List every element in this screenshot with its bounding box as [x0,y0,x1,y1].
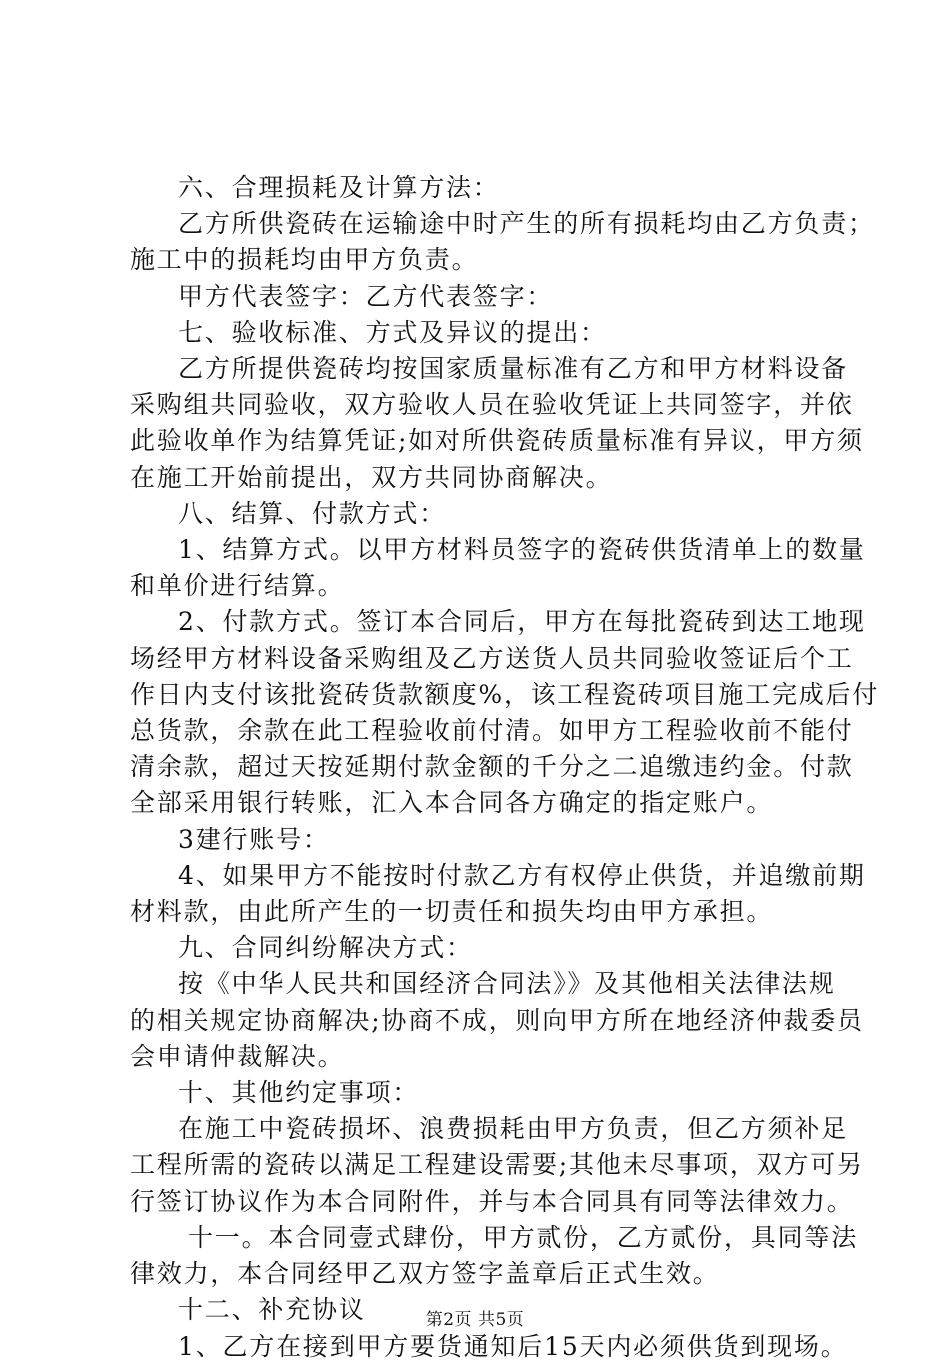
paragraph-line: 材料款，由此所产生的一切责任和损失均由甲方承担。 [130,897,774,927]
document-body [130,170,880,1365]
paragraph-line: 总货款，余款在此工程验收前付清。如甲方工程验收前不能付 [130,716,854,746]
paragraph-line: 2、付款方式。签订本合同后，甲方在每批瓷砖到达工地现 [178,607,866,637]
paragraph-line: 全部采用银行转账，汇入本合同各方确定的指定账户。 [130,788,774,818]
section-heading-11: 十一。本合同壹式肆份，甲方贰份，乙方贰份，具同等法 [188,1222,859,1252]
paragraph-line: 乙方所供瓷砖在运输途中时产生的所有损耗均由乙方负责； [178,209,875,239]
paragraph-line: 和单价进行结算。 [130,571,345,601]
paragraph-line: 在施工中瓷砖损坏、浪费损耗由甲方负责，但乙方须补足 [178,1114,849,1144]
paragraph-line: 3建行账号： [178,824,330,854]
paragraph-line: 作日内支付该批瓷砖货款额度%，该工程瓷砖项目施工完成后付 [130,679,880,709]
paragraph-line: 1、结算方式。以甲方材料员签字的瓷砖供货清单上的数量 [178,535,866,565]
paragraph-line: 律效力，本合同经甲乙双方签字盖章后正式生效。 [130,1259,720,1289]
section-heading-7: 七、验收标准、方式及异议的提出： [178,317,607,347]
paragraph-line: 工程所需的瓷砖以满足工程建设需要;其他未尽事项，双方可另 [130,1150,864,1180]
paragraph-line: 乙方所提供瓷砖均按国家质量标准有乙方和甲方材料设备 [178,354,849,384]
section-heading-6: 六、合理损耗及计算方法： [178,173,500,202]
paragraph-line: 会申请仲裁解决。 [130,1041,345,1071]
section-heading-12: 十二、补充协议 [178,1295,366,1325]
paragraph-line: 在施工开始前提出，双方共同协商解决。 [130,462,613,492]
paragraph-line: 按《中华人民共和国经济合同法》》及其他相关法律法规 [178,969,836,999]
section-heading-8: 八、结算、付款方式： [178,498,447,528]
paragraph-line: 场经甲方材料设备采购组及乙方送货人员共同验收签证后个工 [130,643,854,673]
section-heading-10: 十、其他约定事项： [178,1078,420,1108]
paragraph-line: 施工中的损耗均由甲方负责。 [130,245,479,275]
paragraph-line: 清余款，超过天按延期付款金额的千分之二追缴违约金。付款 [130,752,854,782]
paragraph-line: 行签订协议作为本合同附件，并与本合同具有同等法律效力。 [130,1186,854,1216]
paragraph-line: 4、如果甲方不能按时付款乙方有权停止供货，并追缴前期 [178,860,866,890]
paragraph-line: 的相关规定协商解决;协商不成，则向甲方所在地经济仲裁委员 [130,1005,864,1035]
signature-line: 甲方代表签字：乙方代表签字： [178,281,554,311]
paragraph-line: 此验收单作为结算凭证;如对所供瓷砖质量标准有异议，甲方须 [130,426,864,456]
section-heading-9: 九、合同纠纷解决方式： [178,933,473,963]
paragraph-line: 采购组共同验收，双方验收人员在验收凭证上共同签字，并依 [130,390,854,420]
page-indicator: 第2页 共5页 [425,1310,525,1330]
paragraph-line: 1、乙方在接到甲方要货通知后15天内必须供货到现场。 [178,1331,848,1361]
